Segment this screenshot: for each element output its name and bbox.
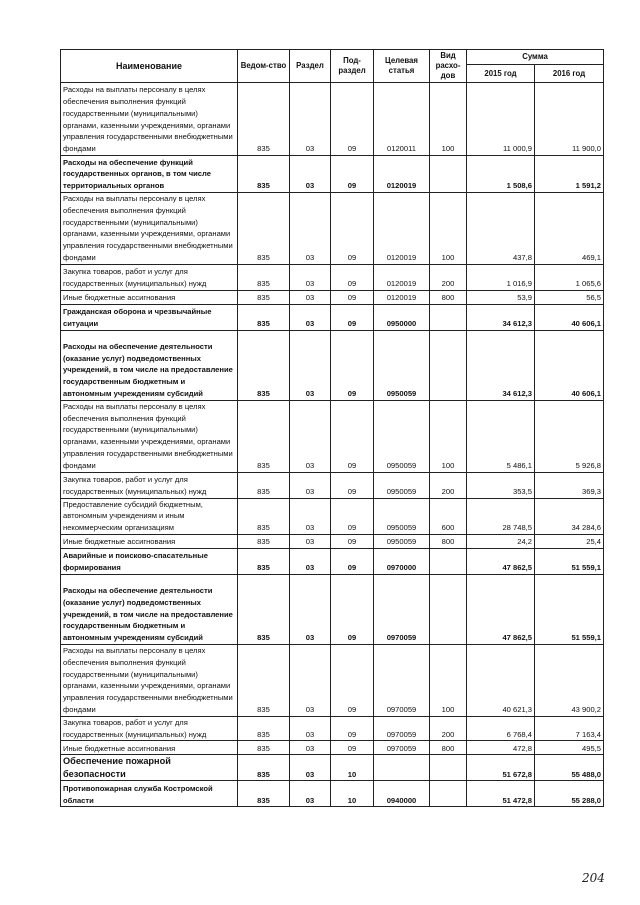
- row-dept: 835: [238, 534, 290, 548]
- row-sum-2015: 40 621,3: [467, 644, 535, 716]
- row-section: 03: [290, 716, 331, 741]
- row-target: 0940000: [374, 781, 430, 807]
- row-target: 0950000: [374, 304, 430, 330]
- row-expense-type: 800: [430, 534, 467, 548]
- row-name: Иные бюджетные ассигнования: [61, 290, 238, 304]
- row-sum-2015: 34 612,3: [467, 304, 535, 330]
- row-section: 03: [290, 400, 331, 472]
- row-target: 0970059: [374, 716, 430, 741]
- row-target: 0950059: [374, 330, 430, 400]
- row-dept: 835: [238, 741, 290, 755]
- table-row: [61, 498, 604, 534]
- row-dept: 835: [238, 400, 290, 472]
- header-expense-type: Вид расхо-дов: [430, 50, 467, 83]
- row-subsection: 09: [331, 156, 374, 193]
- row-sum-2016: 43 900,2: [535, 644, 604, 716]
- header-target: Целевая статья: [374, 50, 430, 83]
- table-row: [61, 290, 604, 304]
- row-section: 03: [290, 83, 331, 156]
- row-sum-2015: 51 472,8: [467, 781, 535, 807]
- row-expense-type: 600: [430, 498, 467, 534]
- row-expense-type: 100: [430, 644, 467, 716]
- row-sum-2016: 1 065,6: [535, 264, 604, 290]
- row-expense-type: [430, 304, 467, 330]
- row-target: 0120019: [374, 264, 430, 290]
- row-expense-type: [430, 574, 467, 644]
- row-dept: 835: [238, 472, 290, 498]
- row-subsection: 09: [331, 716, 374, 741]
- row-subsection: 09: [331, 330, 374, 400]
- row-name: Расходы на обеспечение деятельности (оказание услуг) подведомственных учреждений, в том числе на предоставление государственным бюджетным и автономным учреждениям субсидий: [61, 330, 238, 400]
- row-sum-2016: 469,1: [535, 193, 604, 265]
- row-dept: 835: [238, 264, 290, 290]
- row-sum-2015: 437,8: [467, 193, 535, 265]
- row-sum-2016: 495,5: [535, 741, 604, 755]
- row-target: 0950059: [374, 498, 430, 534]
- header-year-2015: 2015 год: [467, 65, 535, 83]
- row-subsection: 09: [331, 548, 374, 574]
- row-target: 0120019: [374, 193, 430, 265]
- row-name: Иные бюджетные ассигнования: [61, 534, 238, 548]
- row-subsection: 09: [331, 498, 374, 534]
- row-sum-2015: 5 486,1: [467, 400, 535, 472]
- row-sum-2015: 353,5: [467, 472, 535, 498]
- row-section: 03: [290, 741, 331, 755]
- table-row: [61, 534, 604, 548]
- row-target: 0970000: [374, 548, 430, 574]
- row-section: 03: [290, 472, 331, 498]
- row-target: 0970059: [374, 644, 430, 716]
- row-dept: 835: [238, 574, 290, 644]
- row-name: Расходы на выплаты персоналу в целях обеспечения выполнения функций государственными (муниципальными) органами, казенными учреждениями, органами управления государственными внебюджетными фондами: [61, 83, 238, 156]
- table-row: [61, 193, 604, 265]
- row-sum-2016: 56,5: [535, 290, 604, 304]
- row-section: 03: [290, 156, 331, 193]
- row-name: Аварийные и поисково-спасательные формирования: [61, 548, 238, 574]
- row-sum-2016: 51 559,1: [535, 574, 604, 644]
- row-subsection: 10: [331, 781, 374, 807]
- row-name: Обеспечение пожарной безопасности: [61, 755, 238, 781]
- row-expense-type: 100: [430, 400, 467, 472]
- row-dept: 835: [238, 644, 290, 716]
- table-row: [61, 548, 604, 574]
- table-row: [61, 156, 604, 193]
- row-name: Предоставление субсидий бюджетным, автономным учреждениям и иным некоммерческим организациям: [61, 498, 238, 534]
- row-sum-2016: 55 288,0: [535, 781, 604, 807]
- row-name: Расходы на обеспечение деятельности (оказание услуг) подведомственных учреждений, в том числе на предоставление государственным бюджетным и автономным учреждениям субсидий: [61, 574, 238, 644]
- row-subsection: 10: [331, 755, 374, 781]
- row-expense-type: 800: [430, 741, 467, 755]
- row-sum-2016: 34 284,6: [535, 498, 604, 534]
- row-name: Расходы на обеспечение функций государственных органов, в том числе территориальных органов: [61, 156, 238, 193]
- row-subsection: 09: [331, 304, 374, 330]
- table-row: [61, 716, 604, 741]
- row-sum-2015: 472,8: [467, 741, 535, 755]
- row-section: 03: [290, 264, 331, 290]
- row-target: 0120019: [374, 156, 430, 193]
- row-name: Расходы на выплаты персоналу в целях обеспечения выполнения функций государственными (муниципальными) органами, казенными учреждениями, органами управления государственными внебюджетными фондами: [61, 644, 238, 716]
- row-expense-type: [430, 548, 467, 574]
- row-name: Иные бюджетные ассигнования: [61, 741, 238, 755]
- row-sum-2016: 55 488,0: [535, 755, 604, 781]
- row-sum-2016: 40 606,1: [535, 330, 604, 400]
- row-expense-type: [430, 156, 467, 193]
- row-name: Гражданская оборона и чрезвычайные ситуации: [61, 304, 238, 330]
- row-dept: 835: [238, 498, 290, 534]
- row-subsection: 09: [331, 264, 374, 290]
- row-subsection: 09: [331, 741, 374, 755]
- row-name: Расходы на выплаты персоналу в целях обеспечения выполнения функций государственными (муниципальными) органами, казенными учреждениями, органами управления государственными внебюджетными фондами: [61, 400, 238, 472]
- row-dept: 835: [238, 548, 290, 574]
- row-target: 0970059: [374, 574, 430, 644]
- row-name: Закупка товаров, работ и услуг для государственных (муниципальных) нужд: [61, 264, 238, 290]
- row-dept: 835: [238, 304, 290, 330]
- row-expense-type: [430, 330, 467, 400]
- row-sum-2016: 1 591,2: [535, 156, 604, 193]
- table-row: [61, 83, 604, 156]
- row-dept: 835: [238, 290, 290, 304]
- budget-table: [60, 49, 604, 807]
- row-target: 0950059: [374, 472, 430, 498]
- row-sum-2015: 53,9: [467, 290, 535, 304]
- row-subsection: 09: [331, 400, 374, 472]
- row-target: [374, 755, 430, 781]
- row-sum-2015: 28 748,5: [467, 498, 535, 534]
- row-section: 03: [290, 193, 331, 265]
- row-sum-2015: 47 862,5: [467, 548, 535, 574]
- table-row: [61, 741, 604, 755]
- row-section: 03: [290, 330, 331, 400]
- row-sum-2015: 1 508,6: [467, 156, 535, 193]
- table-row: [61, 755, 604, 781]
- header-year-2016: 2016 год: [535, 65, 604, 83]
- row-section: 03: [290, 304, 331, 330]
- row-sum-2016: 5 926,8: [535, 400, 604, 472]
- row-expense-type: 200: [430, 472, 467, 498]
- row-expense-type: 100: [430, 83, 467, 156]
- row-expense-type: 100: [430, 193, 467, 265]
- row-sum-2016: 11 900,0: [535, 83, 604, 156]
- row-section: 03: [290, 290, 331, 304]
- row-sum-2015: 34 612,3: [467, 330, 535, 400]
- row-target: 0950059: [374, 400, 430, 472]
- row-section: 03: [290, 534, 331, 548]
- row-expense-type: 800: [430, 290, 467, 304]
- row-sum-2016: 51 559,1: [535, 548, 604, 574]
- row-expense-type: [430, 755, 467, 781]
- row-target: 0970059: [374, 741, 430, 755]
- row-section: 03: [290, 498, 331, 534]
- row-expense-type: 200: [430, 716, 467, 741]
- row-sum-2016: 25,4: [535, 534, 604, 548]
- row-sum-2015: 24,2: [467, 534, 535, 548]
- table-row: [61, 400, 604, 472]
- row-section: 03: [290, 755, 331, 781]
- row-target: 0120011: [374, 83, 430, 156]
- table-row: [61, 330, 604, 400]
- row-sum-2016: 7 163,4: [535, 716, 604, 741]
- header-sum: Сумма: [467, 50, 604, 65]
- row-subsection: 09: [331, 472, 374, 498]
- row-sum-2016: 40 606,1: [535, 304, 604, 330]
- row-section: 03: [290, 574, 331, 644]
- row-subsection: 09: [331, 83, 374, 156]
- row-dept: 835: [238, 330, 290, 400]
- row-name: Закупка товаров, работ и услуг для государственных (муниципальных) нужд: [61, 472, 238, 498]
- row-subsection: 09: [331, 574, 374, 644]
- row-sum-2015: 51 672,8: [467, 755, 535, 781]
- row-sum-2015: 47 862,5: [467, 574, 535, 644]
- row-subsection: 09: [331, 290, 374, 304]
- row-target: 0950059: [374, 534, 430, 548]
- header-section: Раздел: [290, 50, 331, 83]
- row-subsection: 09: [331, 644, 374, 716]
- header-name: Наименование: [61, 50, 238, 83]
- row-sum-2015: 1 016,9: [467, 264, 535, 290]
- row-dept: 835: [238, 83, 290, 156]
- page-number: 204: [582, 871, 605, 885]
- row-section: 03: [290, 548, 331, 574]
- row-name: Противопожарная служба Костромской области: [61, 781, 238, 807]
- table-row: [61, 304, 604, 330]
- row-sum-2016: 369,3: [535, 472, 604, 498]
- row-dept: 835: [238, 193, 290, 265]
- row-sum-2015: 6 768,4: [467, 716, 535, 741]
- row-sum-2015: 11 000,9: [467, 83, 535, 156]
- row-dept: 835: [238, 755, 290, 781]
- table-row: [61, 781, 604, 807]
- header-subsection: Под-раздел: [331, 50, 374, 83]
- row-dept: 835: [238, 156, 290, 193]
- row-section: 03: [290, 644, 331, 716]
- table-body: [61, 83, 604, 807]
- row-expense-type: 200: [430, 264, 467, 290]
- header-dept: Ведом-ство: [238, 50, 290, 83]
- row-expense-type: [430, 781, 467, 807]
- table-row: [61, 644, 604, 716]
- row-dept: 835: [238, 716, 290, 741]
- table-row: [61, 264, 604, 290]
- row-subsection: 09: [331, 534, 374, 548]
- row-name: Расходы на выплаты персоналу в целях обеспечения выполнения функций государственными (муниципальными) органами, казенными учреждениями, органами управления государственными внебюджетными фондами: [61, 193, 238, 265]
- table-row: [61, 472, 604, 498]
- row-subsection: 09: [331, 193, 374, 265]
- row-name: Закупка товаров, работ и услуг для государственных (муниципальных) нужд: [61, 716, 238, 741]
- row-target: 0120019: [374, 290, 430, 304]
- table-row: [61, 574, 604, 644]
- row-section: 03: [290, 781, 331, 807]
- row-dept: 835: [238, 781, 290, 807]
